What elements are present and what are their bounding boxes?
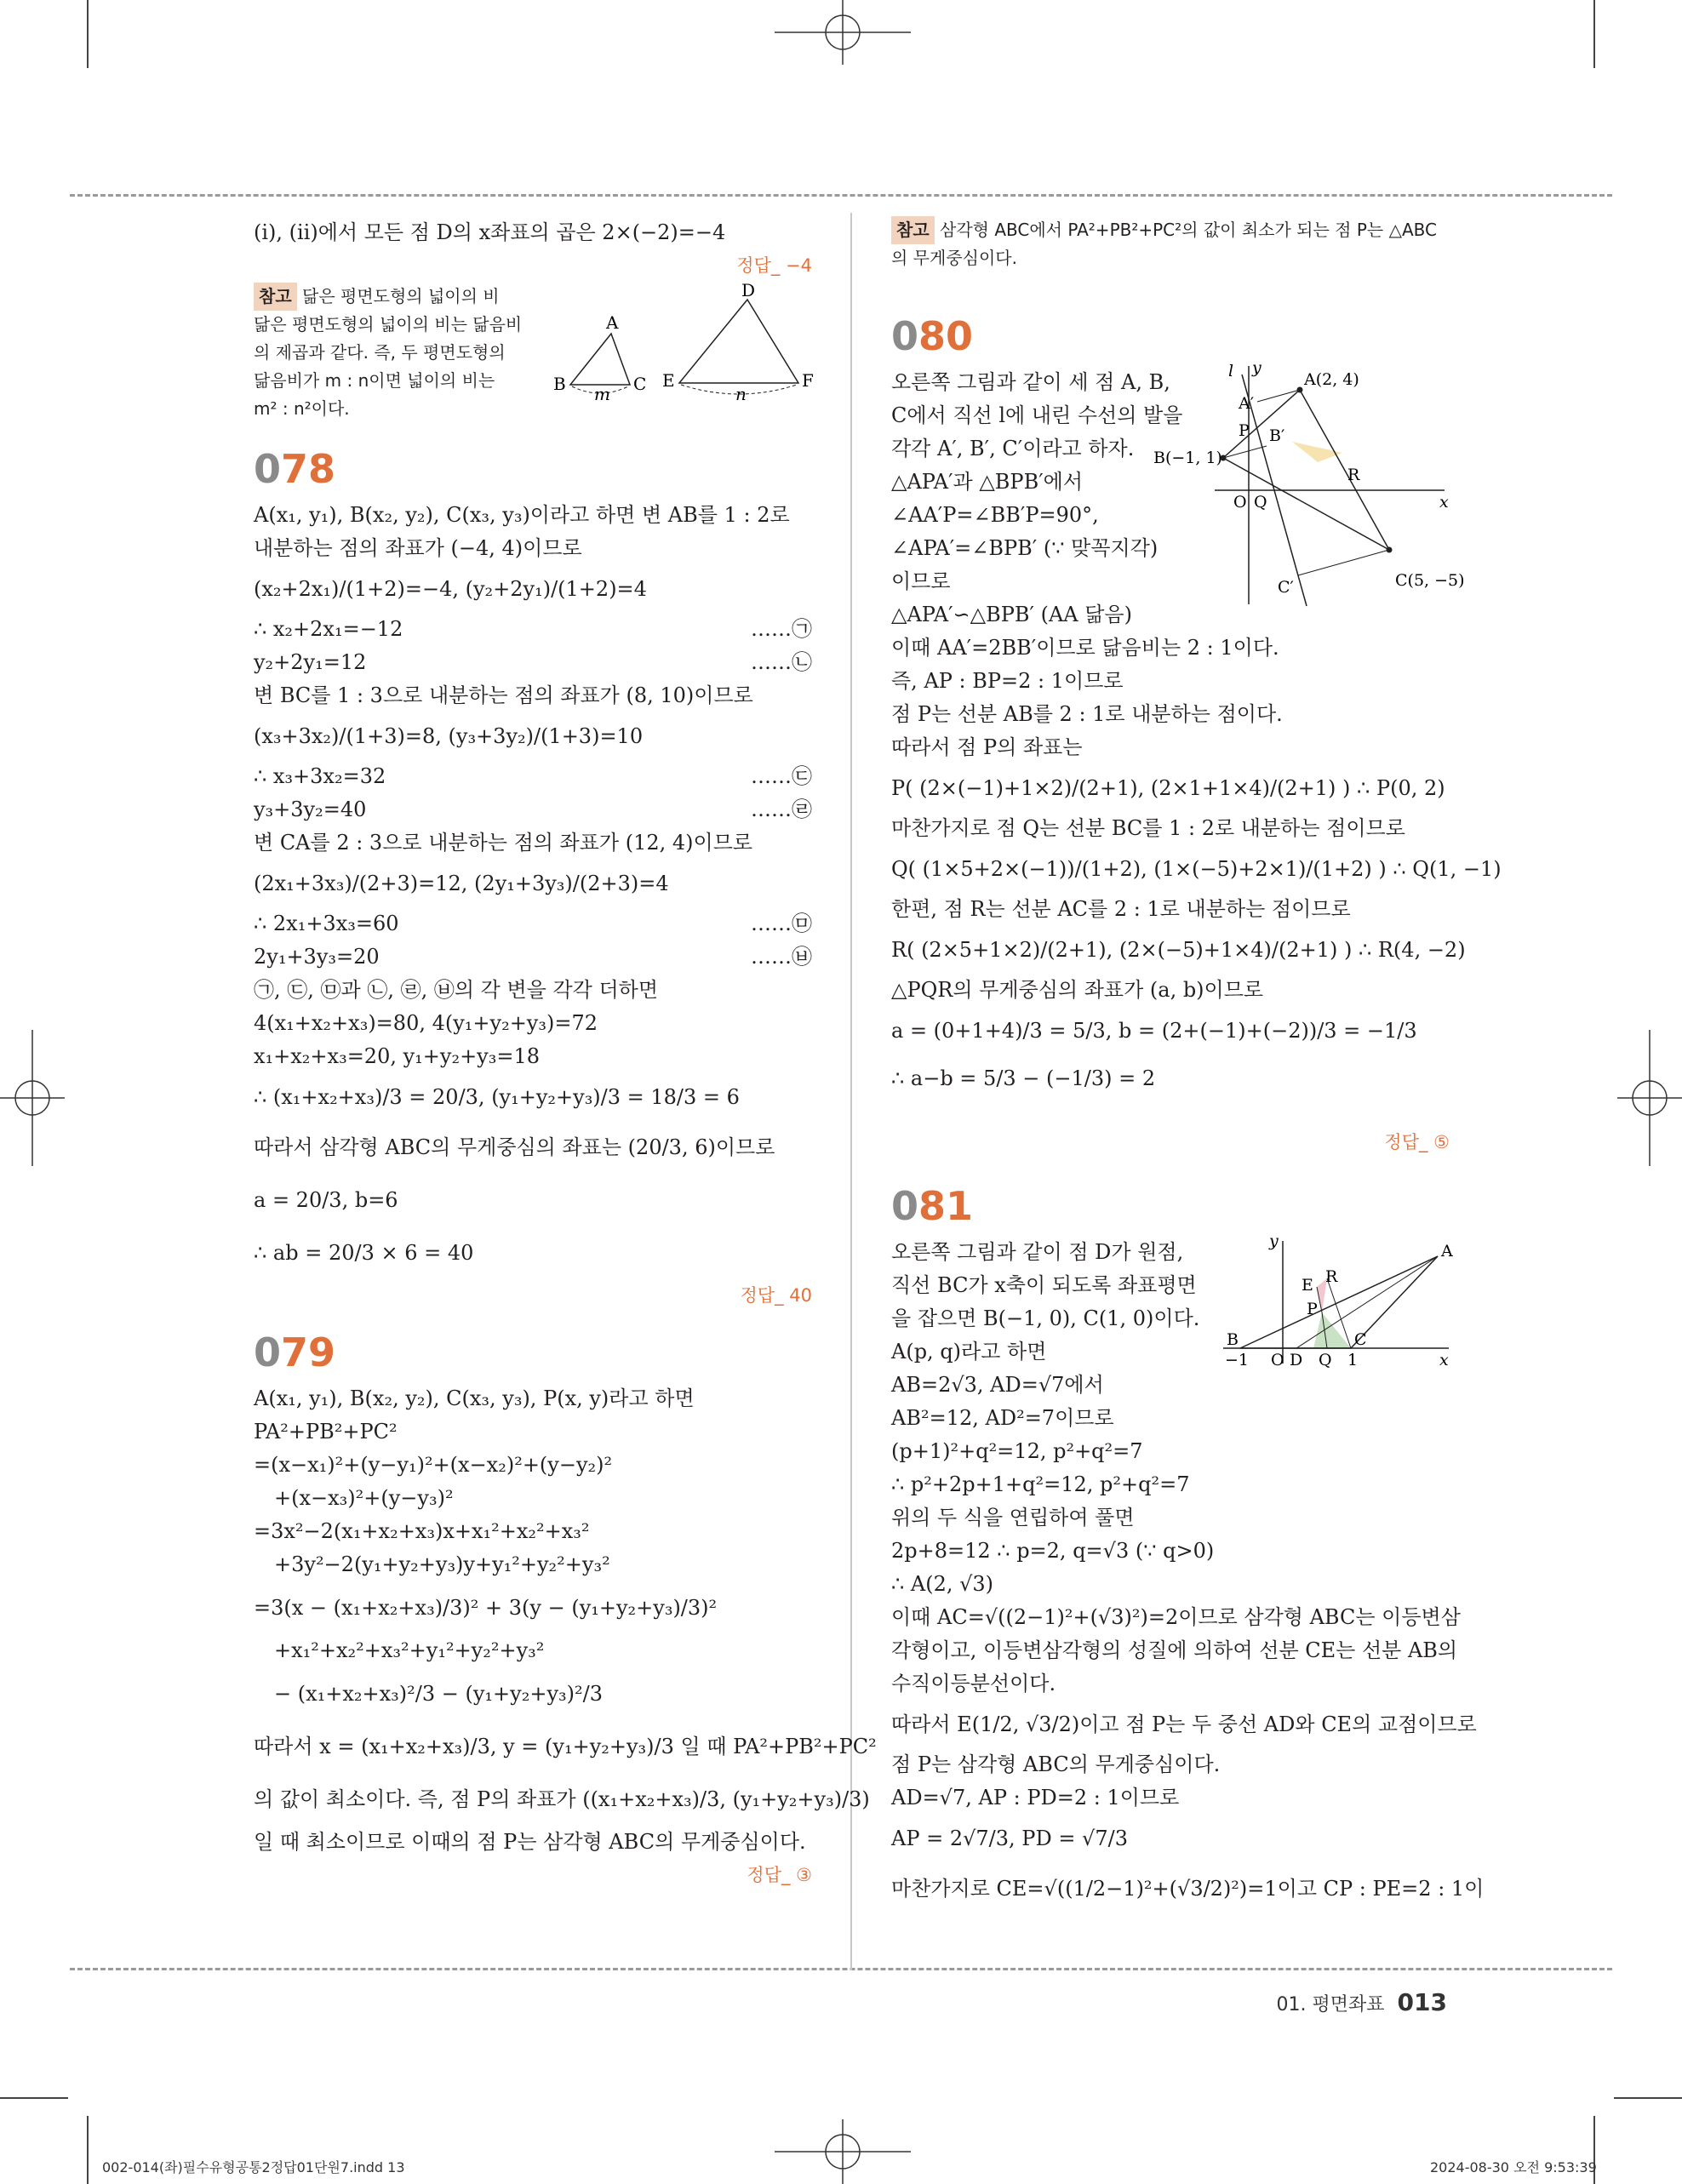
text-line: =3x²−2(x₁+x₂+x₃)x+x₁²+x₂²+x₃² <box>254 1519 590 1543</box>
text-line: +(x−x₃)²+(y−y₃)² <box>274 1486 454 1510</box>
note-line: 닮음비가 m : n이면 넓이의 비는 <box>254 370 495 391</box>
fig-label: C <box>633 374 647 394</box>
text-line: 직선 BC가 x축이 되도록 좌표평면 <box>891 1273 1197 1297</box>
left-column <box>254 216 877 1892</box>
text-line: =(x−x₁)²+(y−y₁)²+(x−x₂)²+(y−y₂)² <box>254 1453 613 1477</box>
text-line: Q( (1×5+2×(−1))/(1+2), (1×(−5)+2×1)/(1+2) ) ∴ Q(1, −1) <box>891 857 1502 881</box>
text-line: AD=√7, AP : PD=2 : 1이므로 <box>891 1786 1180 1810</box>
problem-number-079: 079 <box>254 1329 336 1375</box>
text-line: (x₃+3x₂)/(1+3)=8, (y₃+3y₂)/(1+3)=10 <box>254 724 644 748</box>
text-line: 4(x₁+x₂+x₃)=80, 4(y₁+y₂+y₃)=72 <box>254 1011 598 1035</box>
print-timestamp: 2024-08-30 오전 9:53:39 <box>1430 2159 1597 2175</box>
answer-label: 정답_ ③ <box>747 1865 812 1885</box>
crop-mark <box>87 0 89 68</box>
text-line: 위의 두 식을 연립하여 풀면 <box>891 1506 1135 1529</box>
text-line: − (x₁+x₂+x₃)²/3 − (y₁+y₂+y₃)²/3 <box>274 1682 603 1706</box>
equation-marker: ……㉡ <box>751 650 812 674</box>
text-line: R( (2×5+1×2)/(2+1), (2×(−5)+1×4)/(2+1) ) ∴ R(4, −2) <box>891 938 1466 962</box>
crop-mark <box>0 2097 68 2099</box>
text-line: 각형이고, 이등변삼각형의 성질에 의하여 선분 CE는 선분 AB의 <box>891 1638 1458 1662</box>
text-line: 변 BC를 1 : 3으로 내분하는 점의 좌표가 (8, 10)이므로 <box>254 683 753 707</box>
equation-marker: ……㉢ <box>751 764 812 788</box>
text-line: 내분하는 점의 좌표가 (−4, 4)이므로 <box>254 536 582 560</box>
equation-marker: ……㉥ <box>751 945 812 969</box>
text-line: y₂+2y₁=12 ……㉡ <box>254 646 812 679</box>
fig-label: C(5, −5) <box>1395 571 1465 590</box>
fig-label: B <box>1227 1330 1239 1349</box>
registration-mark-left <box>0 1030 68 1166</box>
text-line: AB²=12, AD²=7이므로 <box>891 1406 1114 1430</box>
text-line: (x₂+2x₁)/(1+2)=−4, (y₂+2y₁)/(1+2)=4 <box>254 577 647 601</box>
text-line: 일 때 최소이므로 이때의 점 P는 삼각형 ABC의 무게중심이다. <box>254 1830 806 1854</box>
text-line: 2y₁+3y₃=20 ……㉥ <box>254 940 812 974</box>
text-line: ∴ x₃+3x₂=32 ……㉢ <box>254 760 812 793</box>
fig-label: B′ <box>1269 426 1285 445</box>
text-line: ㉠, ㉢, ㉤과 ㉡, ㉣, ㉥의 각 변을 각각 더하면 <box>254 978 659 1002</box>
fig-label: P <box>1239 421 1250 440</box>
crop-mark <box>1614 2097 1682 2099</box>
fig-label: D <box>1290 1351 1303 1369</box>
problem-number-081: 081 <box>891 1183 974 1229</box>
fig-label: A <box>1441 1242 1453 1261</box>
note-line: 의 무게중심이다. <box>891 248 1017 268</box>
right-column <box>891 216 1502 1915</box>
text-line: +3y²−2(y₁+y₂+y₃)y+y₁²+y₂²+y₃² <box>274 1552 610 1576</box>
fig-label: y <box>1269 1232 1279 1250</box>
text-line: 오른쪽 그림과 같이 점 D가 원점, <box>891 1240 1184 1264</box>
crop-mark <box>87 2116 89 2184</box>
fig-label: C′ <box>1278 578 1294 597</box>
text-line: 수직이등분선이다. <box>891 1672 1056 1695</box>
note-tag: 참고 <box>254 283 297 311</box>
answer-label: 정답_ −4 <box>736 255 812 276</box>
page-footer <box>1192 1988 1447 2016</box>
registration-mark-right <box>1614 1030 1682 1166</box>
print-file-info: 002-014(좌)필수유형공통2정답01단원7.indd 13 <box>102 2159 405 2175</box>
text-line: (ⅰ), (ⅱ)에서 모든 점 D의 x좌표의 곱은 2×(−2)=−4 <box>254 220 726 244</box>
fig-label: B <box>553 374 566 394</box>
fig-label: n <box>735 384 747 404</box>
crop-mark <box>1593 0 1595 68</box>
text-line: 즉, AP : BP=2 : 1이므로 <box>891 669 1124 693</box>
text-line: 점 P는 선분 AB를 2 : 1로 내분하는 점이다. <box>891 702 1283 726</box>
text-line: ∠APA′=∠BPB′ (∵ 맞꼭지각) <box>891 536 1159 560</box>
text-line: △APA′과 △BPB′에서 <box>891 470 1084 494</box>
note-line: 닮은 평면도형의 넓이의 비 <box>302 286 500 306</box>
fig-label: A <box>606 312 619 333</box>
fig-label: R <box>1347 466 1360 484</box>
fig-label: Q <box>1319 1351 1332 1369</box>
problem-number-080: 080 <box>891 313 974 359</box>
text-line: 점 P는 삼각형 ABC의 무게중심이다. <box>891 1752 1221 1776</box>
text-line: 따라서 점 P의 좌표는 <box>891 735 1083 759</box>
text-line: a = (0+1+4)/3 = 5/3, b = (2+(−1)+(−2))/3 = −1/3 <box>891 1019 1417 1043</box>
fig-label: F <box>802 370 814 391</box>
text-line: 따라서 x = (x₁+x₂+x₃)/3, y = (y₁+y₂+y₃)/3 일 때 PA²+PB²+PC² <box>254 1735 877 1758</box>
note-line: 닮은 평면도형의 넓이의 비는 닮음비 <box>254 314 523 334</box>
text-line: A(x₁, y₁), B(x₂, y₂), C(x₃, y₃)이라고 하면 변 AB를 1 : 2로 <box>254 503 790 527</box>
fig-label: x <box>1439 493 1449 512</box>
fig-label: P <box>1307 1300 1318 1318</box>
fig-label: A(2, 4) <box>1304 370 1359 389</box>
text-line: 이때 AA′=2BB′이므로 닮음비는 2 : 1이다. <box>891 636 1279 660</box>
text-line: P( (2×(−1)+1×2)/(2+1), (2×1+1×4)/(2+1) ) ∴ P(0, 2) <box>891 776 1445 800</box>
text-line: ∴ A(2, √3) <box>891 1572 994 1596</box>
note-box <box>891 216 1450 283</box>
bottom-dashed-rule <box>70 1968 1612 1970</box>
text-line: 이때 AC=√((2−1)²+(√3)²)=2이므로 삼각형 ABC는 이등변삼 <box>891 1605 1461 1629</box>
text-line: 마찬가지로 CE=√((1/2−1)²+(√3/2)²)=1이고 CP : PE=2 : 1이 <box>891 1877 1485 1901</box>
note-line: 의 제곱과 같다. 즉, 두 평면도형의 <box>254 342 506 363</box>
text-line: 한편, 점 R는 선분 AC를 2 : 1로 내분하는 점이므로 <box>891 897 1351 921</box>
text-line: PA²+PB²+PC² <box>254 1420 398 1444</box>
text-line: A(x₁, y₁), B(x₂, y₂), C(x₃, y₃), P(x, y)라고 하면 <box>254 1386 695 1410</box>
text-line: 을 잡으면 B(−1, 0), C(1, 0)이다. <box>891 1306 1200 1330</box>
page-number: 013 <box>1397 1988 1447 2016</box>
text-line: a = 20/3, b=6 <box>254 1188 398 1212</box>
text-line: 의 값이 최소이다. 즉, 점 P의 좌표가 ((x₁+x₂+x₃)/3, (y₁+y₂+y₃)/3) <box>254 1787 870 1811</box>
fig-label: Q <box>1254 493 1267 512</box>
text-line: y₃+3y₂=40 ……㉣ <box>254 793 812 826</box>
fig-label: A′ <box>1239 394 1255 413</box>
note-line: m² : n²이다. <box>254 398 350 419</box>
fig-label: R <box>1325 1267 1338 1286</box>
text-line: ∠AA′P=∠BB′P=90°, <box>891 503 1099 527</box>
fig-label: C <box>1354 1330 1367 1349</box>
fig-label: E <box>1302 1276 1313 1295</box>
text-line: (2x₁+3x₃)/(2+3)=12, (2y₁+3y₃)/(2+3)=4 <box>254 872 669 895</box>
equation-marker: ……㉣ <box>751 798 812 821</box>
text-line: ∴ 2x₁+3x₃=60 ……㉤ <box>254 907 812 940</box>
text-line: 이므로 <box>891 569 951 593</box>
fig-label: −1 <box>1225 1351 1250 1369</box>
text-line: ∴ ab = 20/3 × 6 = 40 <box>254 1241 474 1265</box>
text-line: ∴ p²+2p+1+q²=12, p²+q²=7 <box>891 1472 1190 1496</box>
text-line: =3(x − (x₁+x₂+x₃)/3)² + 3(y − (y₁+y₂+y₃)/3)² <box>254 1596 718 1620</box>
equation-marker: ……㉤ <box>751 912 812 935</box>
text-line: ∴ a−b = 5/3 − (−1/3) = 2 <box>891 1066 1156 1090</box>
registration-mark-top <box>775 0 911 68</box>
text-line: x₁+x₂+x₃=20, y₁+y₂+y₃=18 <box>254 1044 540 1068</box>
fig-label: 1 <box>1347 1351 1359 1369</box>
fig-label: O <box>1233 493 1247 512</box>
note-tag: 참고 <box>891 216 935 244</box>
column-divider <box>850 213 852 1970</box>
text-line: 각각 A′, B′, C′이라고 하자. <box>891 437 1135 460</box>
chapter-label: 01. 평면좌표 <box>1276 1994 1385 2015</box>
text-line: A(p, q)라고 하면 <box>891 1340 1047 1364</box>
answer-label: 정답_ 40 <box>740 1285 812 1306</box>
fig-label: E <box>662 370 675 391</box>
text-line: AB=2√3, AD=√7에서 <box>891 1373 1104 1397</box>
registration-mark-bottom <box>775 2116 911 2184</box>
note-box <box>254 280 814 436</box>
answer-label: 정답_ ⑤ <box>1384 1132 1450 1152</box>
text-line: (p+1)²+q²=12, p²+q²=7 <box>891 1439 1143 1463</box>
text-line: △PQR의 무게중심의 좌표가 (a, b)이므로 <box>891 978 1264 1002</box>
text-line: +x₁²+x₂²+x₃²+y₁²+y₂²+y₃² <box>274 1638 545 1662</box>
fig-label: m <box>594 384 610 404</box>
text-line: ∴ x₂+2x₁=−12 ……㉠ <box>254 613 812 646</box>
text-line: 마찬가지로 점 Q는 선분 BC를 1 : 2로 내분하는 점이므로 <box>891 816 1405 840</box>
fig-label: x <box>1439 1351 1449 1369</box>
text-line: ∴ (x₁+x₂+x₃)/3 = 20/3, (y₁+y₂+y₃)/3 = 18/3 = 6 <box>254 1085 740 1109</box>
fig-label: l <box>1228 362 1234 380</box>
top-dashed-rule <box>70 194 1612 197</box>
text-line: 따라서 E(1/2, √3/2)이고 점 P는 두 중선 AD와 CE의 교점이므로 <box>891 1712 1477 1736</box>
text-line: AP = 2√7/3, PD = √7/3 <box>891 1827 1128 1850</box>
fig-label: B(−1, 1) <box>1153 449 1222 467</box>
text-line: 2p+8=12 ∴ p=2, q=√3 (∵ q>0) <box>891 1539 1215 1563</box>
fig-label: D <box>741 280 756 300</box>
text-line: 따라서 삼각형 ABC의 무게중심의 좌표는 (20/3, 6)이므로 <box>254 1135 775 1159</box>
fig-label: y <box>1252 358 1262 377</box>
fig-label: O <box>1271 1351 1284 1369</box>
note-line: 삼각형 ABC에서 PA²+PB²+PC²의 값이 최소가 되는 점 P는 △ABC <box>940 220 1437 240</box>
text-line: △APA′∽△BPB′ (AA 닮음) <box>891 603 1132 626</box>
equation-marker: ……㉠ <box>751 617 812 641</box>
text-line: C에서 직선 l에 내린 수선의 발을 <box>891 403 1183 427</box>
text-line: 변 CA를 2 : 3으로 내분하는 점의 좌표가 (12, 4)이므로 <box>254 831 753 855</box>
problem-number-078: 078 <box>254 446 336 492</box>
similar-triangles-figure <box>535 280 814 404</box>
text-line: 오른쪽 그림과 같이 세 점 A, B, <box>891 370 1170 394</box>
